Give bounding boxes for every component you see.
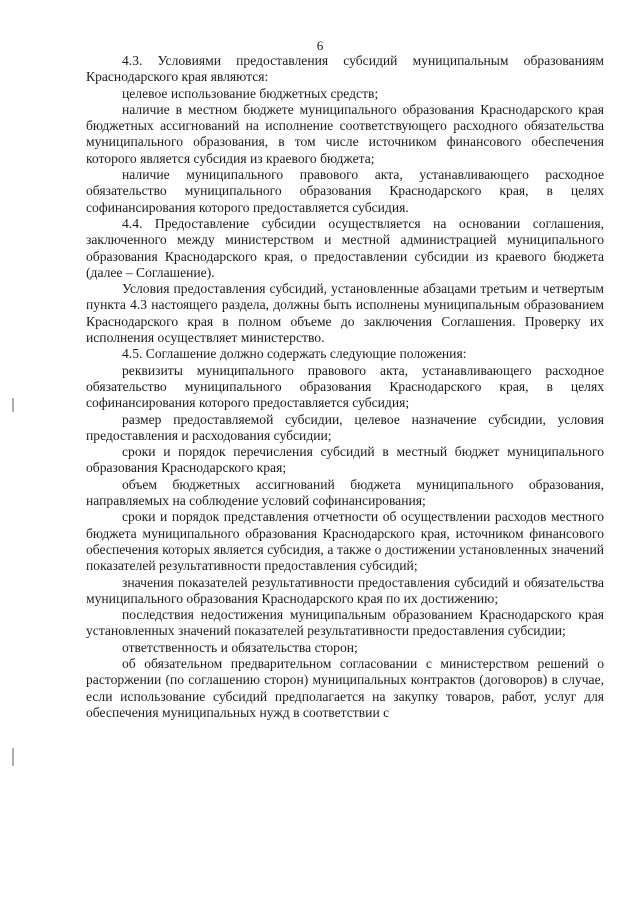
- list-item: целевое использование бюджетных средств;: [122, 85, 379, 101]
- list-item: об обязательном предварительном согласовании с министерством решений о расторжении (по соглашению сторон) муниципальных контрактов (договоров) в случае, если использование субсидий предполагается на закупку товаров, работ, услуг для обеспечения муниципальных нужд в соответствии с: [86, 655, 604, 720]
- paragraph-4-3: 4.3. Условиями предоставления субсидий муниципальным образованиям Краснодарского края являются:: [86, 53, 604, 85]
- list-item: размер предоставляемой субсидии, целевое назначение субсидии, условия предоставления и расходования субсидии;: [86, 411, 604, 443]
- scan-margin-mark: [12, 398, 14, 412]
- paragraph: Условия предоставления субсидий, установленные абзацами третьим и четвертым пункта 4.3 настоящего раздела, должны быть исполнены муниципальным образованием Краснодарского края в полном объеме до заключения Соглашения. Проверку их исполнения осуществляет министерство.: [86, 281, 604, 346]
- page-number: 6: [316, 38, 324, 53]
- list-item: объем бюджетных ассигнований бюджета муниципального образования, направляемых на соблюдение условий софинансирования;: [86, 476, 604, 509]
- list-item: наличие муниципального правового акта, устанавливающего расходное обязательство муниципального образования Краснодарского края, в целях софинансирования которого предоставляется субсидия.: [86, 167, 604, 215]
- paragraph-4-4: 4.4. Предоставление субсидии осуществляется на основании соглашения, заключенного между министерством и местной администрацией муниципального образования Краснодарского края, о предоставлении субсидии из краевого бюджета (далее – Соглашение).: [86, 215, 604, 280]
- list-item: значения показателей результативности предоставления субсидий и обязательства муниципального образования Краснодарского края по их достижению;: [86, 574, 604, 606]
- list-item: наличие в местном бюджете муниципального образования Краснодарского края бюджетных ассигнований на исполнение соответствующего расходного обязательства муниципального образования, в том числе источником финансового обеспечения которого является субсидия из краевого бюджета;: [86, 101, 604, 166]
- list-item: сроки и порядок перечисления субсидий в местный бюджет муниципального образования Краснодарского края;: [86, 444, 604, 476]
- paragraph-4-5: 4.5. Соглашение должно содержать следующие положения:: [122, 346, 467, 362]
- list-item: ответственность и обязательства сторон;: [122, 639, 358, 655]
- list-item: последствия недостижения муниципальным образованием Краснодарского края установленных значений показателей результативности предоставления субсидии;: [86, 607, 604, 639]
- scan-margin-mark: [12, 748, 14, 766]
- list-item: реквизиты муниципального правового акта, устанавливающего расходное обязательство муниципального образования Краснодарского края, в целях софинансирования которого предоставляется субсидия;: [86, 362, 604, 411]
- list-item: сроки и порядок представления отчетности об осуществлении расходов местного бюджета муниципального образования Краснодарского края, источником финансового обеспечения которых является субсидия, а также о достижении установленных значений показателей результативности предоставления субсидий;: [86, 509, 604, 574]
- document-body: [86, 53, 604, 721]
